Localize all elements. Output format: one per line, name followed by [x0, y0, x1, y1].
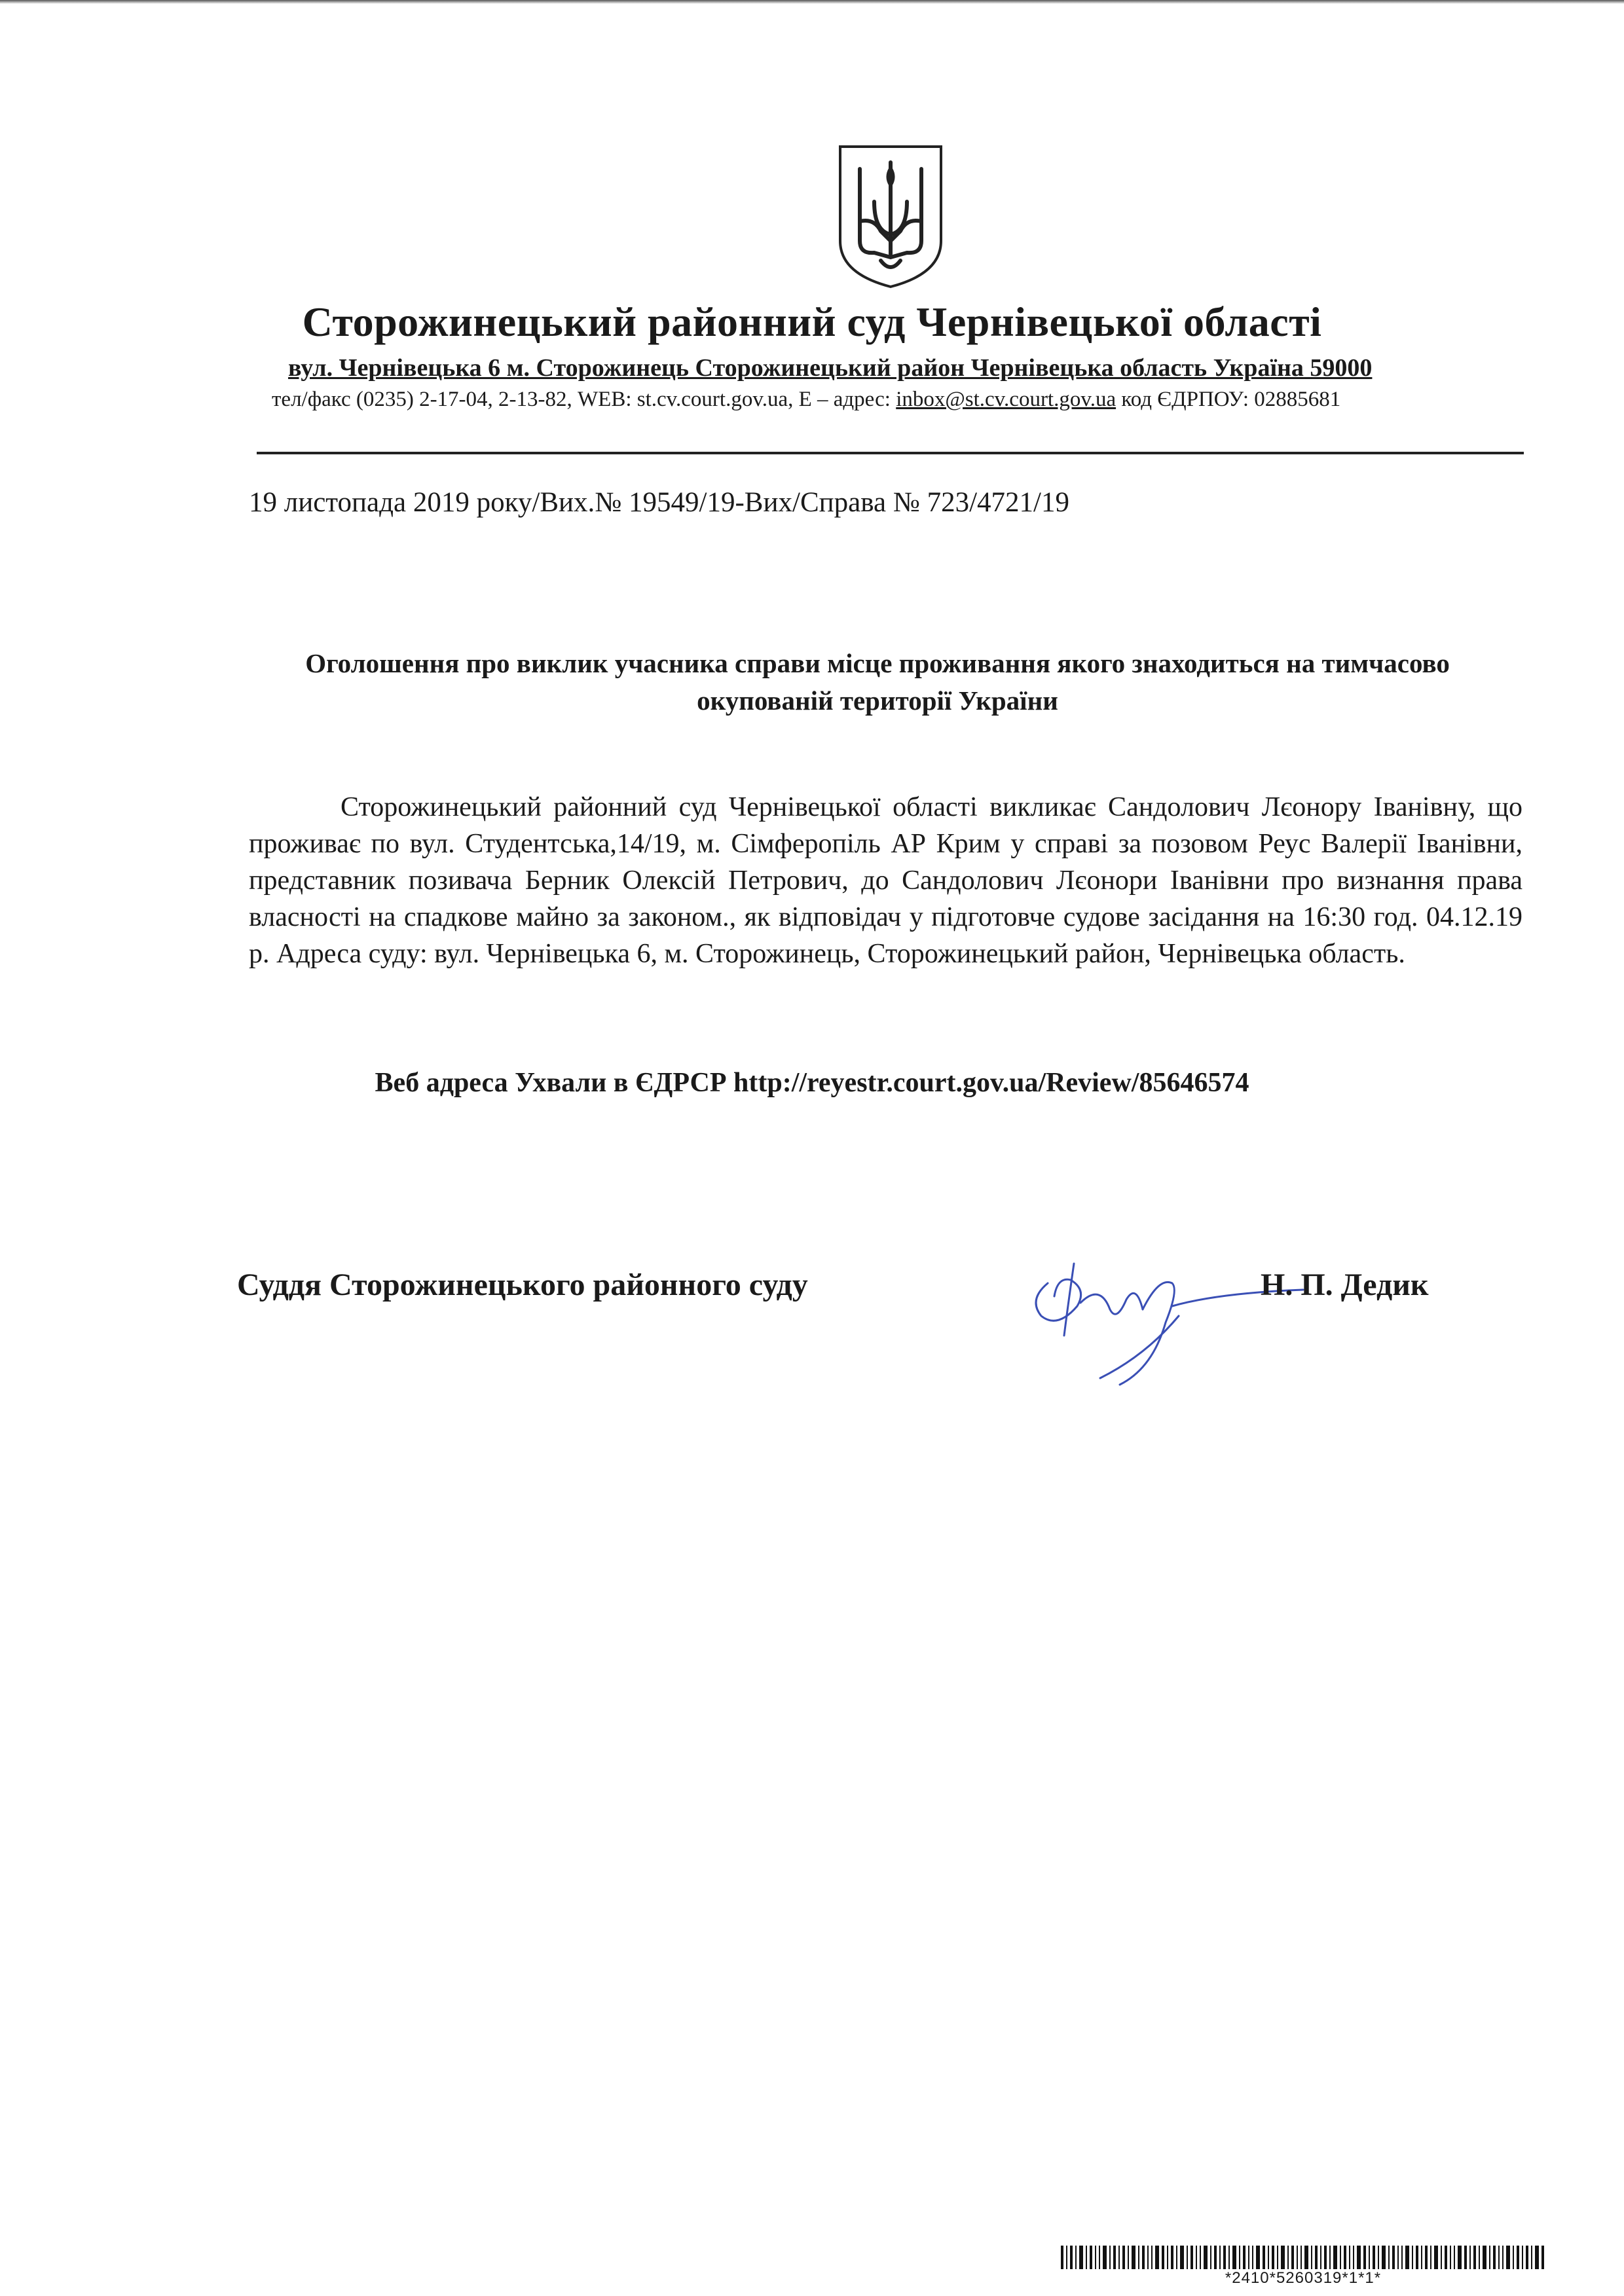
- trident-coat-of-arms-icon: [835, 143, 946, 290]
- barcode: [1061, 2246, 1545, 2269]
- judge-name: Н. П. Дедик: [1261, 1267, 1429, 1302]
- contacts-prefix: тел/факс (0235) 2-17-04, 2-13-82, WEB: st.cv.court.gov.ua, Е – адрес:: [272, 388, 896, 411]
- court-name: Сторожинецький районний суд Чернівецької області: [302, 299, 1322, 345]
- court-address: вул. Чернівецька 6 м. Сторожинець Сторожинецький район Чернівецька область Україна 59000: [288, 354, 1373, 382]
- court-contacts: [272, 388, 1340, 412]
- header-divider: [257, 452, 1524, 454]
- handwritten-signature: [1002, 1237, 1310, 1394]
- scan-edge: [0, 0, 1624, 4]
- judge-title: Суддя Сторожинецького районного суду: [237, 1267, 808, 1302]
- announcement-body: Сторожинецький районний суд Чернівецької області викликає Сандолович Лєонору Іванівну, що проживає по вул. Студентська,14/19, м. Сімферопіль АР Крим у справі за позовом Реус Валерії Іванівни, представник позивача Берник Олексій Петрович, до Сандолович Лєонори Іванівни про визнання права власності на спадкове майно за законом., як відповідач у підготовче судове засідання на 16:30 год. 04.12.19 р. Адреса суду: вул. Чернівецька 6, м. Сторожинець, Сторожинецький район, Чернівецька область.: [249, 792, 1522, 969]
- email-link[interactable]: inbox@st.cv.court.gov.ua: [896, 388, 1116, 411]
- contacts-suffix: код ЄДРПОУ: 02885681: [1116, 388, 1341, 411]
- web-address[interactable]: Веб адреса Ухвали в ЄДРСР http://reyestr.court.gov.ua/Review/85646574: [375, 1068, 1249, 1098]
- announcement-title: Оголошення про виклик учасника справи місце проживання якого знаходиться на тимчасово окупованій території України: [305, 648, 1450, 716]
- document-reference: 19 листопада 2019 року/Вих.№ 19549/19-Вих/Справа № 723/4721/19: [249, 487, 1069, 518]
- barcode-number: *2410*5260319*1*1*: [1225, 2269, 1382, 2287]
